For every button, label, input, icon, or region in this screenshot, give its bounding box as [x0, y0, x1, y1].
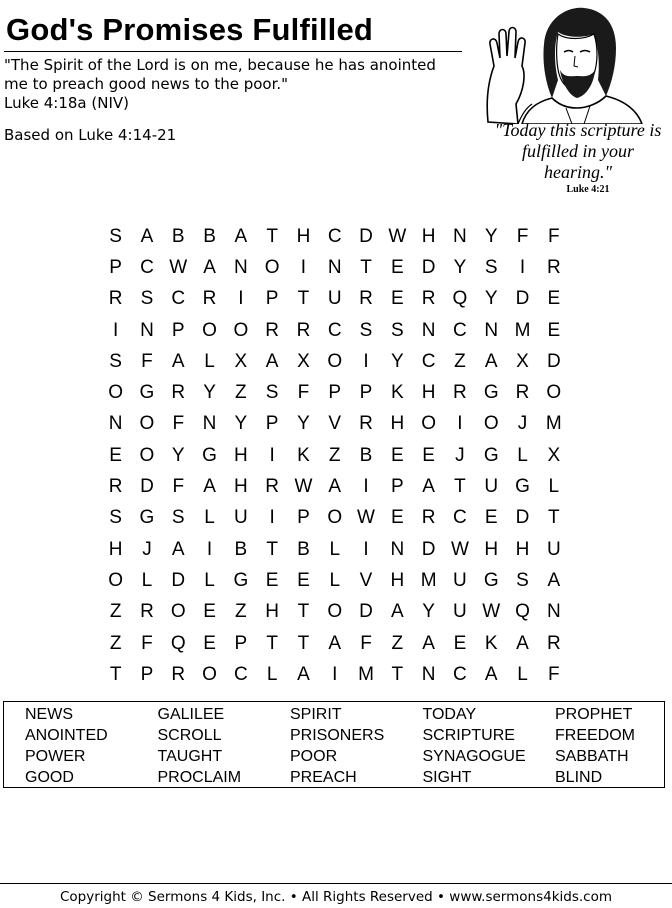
grid-letter[interactable]: D: [546, 350, 561, 372]
grid-letter[interactable]: R: [296, 319, 311, 341]
grid-letter[interactable]: E: [547, 319, 561, 341]
grid-letter[interactable]: O: [139, 444, 155, 466]
grid-letter[interactable]: A: [484, 663, 498, 685]
grid-letter[interactable]: S: [265, 382, 279, 404]
grid-letter[interactable]: Y: [171, 444, 185, 466]
title-divider: [4, 51, 462, 52]
grid-letter[interactable]: O: [139, 413, 155, 435]
grid-letter[interactable]: P: [140, 663, 154, 685]
grid-letter[interactable]: C: [421, 350, 436, 372]
grid-letter[interactable]: I: [363, 538, 369, 560]
grid-letter[interactable]: T: [109, 663, 122, 685]
grid-letter[interactable]: O: [233, 319, 249, 341]
grid-letter[interactable]: B: [203, 225, 216, 247]
grid-letter[interactable]: L: [266, 663, 278, 685]
grid-letter[interactable]: Y: [297, 413, 310, 435]
grid-letter[interactable]: D: [515, 288, 530, 310]
grid-letter[interactable]: E: [390, 256, 404, 278]
grid-letter[interactable]: R: [171, 382, 186, 404]
grid-letter[interactable]: B: [297, 538, 310, 560]
grid-letter[interactable]: P: [328, 382, 342, 404]
grid-letter[interactable]: H: [390, 413, 405, 435]
grid-letter[interactable]: O: [170, 601, 186, 623]
grid-letter[interactable]: A: [328, 632, 342, 654]
grid-letter[interactable]: D: [171, 569, 186, 591]
grid-letter[interactable]: O: [202, 663, 217, 685]
grid-letter[interactable]: V: [359, 569, 373, 591]
grid-letter[interactable]: E: [547, 288, 561, 310]
grid-letter[interactable]: C: [327, 319, 342, 341]
grid-letter[interactable]: Q: [452, 288, 468, 310]
grid-letter[interactable]: R: [202, 288, 217, 310]
grid-letter[interactable]: N: [484, 319, 499, 341]
grid-letter[interactable]: C: [327, 225, 342, 247]
grid-letter[interactable]: S: [516, 569, 529, 591]
word-list-item: FREEDOM: [555, 727, 635, 744]
grid-letter[interactable]: Z: [109, 632, 122, 654]
grid-letter[interactable]: Z: [391, 632, 404, 654]
grid-letter[interactable]: C: [233, 663, 248, 685]
grid-letter[interactable]: B: [171, 225, 185, 247]
grid-letter[interactable]: G: [233, 569, 249, 591]
grid-letter[interactable]: W: [169, 256, 188, 278]
word-list-item: PRISONERS: [290, 727, 385, 744]
grid-letter[interactable]: T: [266, 225, 278, 247]
grid-letter[interactable]: R: [108, 476, 123, 498]
grid-letter[interactable]: P: [265, 288, 279, 310]
grid-letter[interactable]: M: [514, 319, 531, 341]
grid-letter[interactable]: H: [390, 569, 405, 591]
grid-letter[interactable]: H: [265, 601, 279, 623]
grid-letter[interactable]: K: [297, 444, 310, 466]
grid-letter[interactable]: N: [140, 319, 154, 341]
grid-letter[interactable]: E: [297, 569, 310, 591]
grid-letter[interactable]: F: [516, 225, 529, 247]
grid-letter[interactable]: Z: [454, 350, 466, 372]
grid-letter[interactable]: I: [363, 476, 369, 498]
verse-text: "The Spirit of the Lord is on me, because he has anointed me to preach good news to the poor.": [4, 56, 436, 93]
grid-letter[interactable]: T: [297, 632, 310, 654]
grid-letter[interactable]: L: [141, 569, 153, 591]
grid-letter[interactable]: Y: [484, 225, 498, 247]
grid-letter[interactable]: R: [140, 601, 154, 623]
page-title: God's Promises Fulfilled: [6, 12, 374, 47]
grid-letter[interactable]: P: [171, 319, 185, 341]
grid-letter[interactable]: A: [171, 538, 185, 560]
word-list-item: GOOD: [25, 769, 74, 786]
grid-letter[interactable]: A: [297, 663, 310, 685]
grid-letter[interactable]: R: [359, 413, 373, 435]
grid-letter[interactable]: L: [204, 350, 215, 372]
grid-letter[interactable]: P: [265, 413, 279, 435]
grid-letter[interactable]: H: [421, 382, 436, 404]
grid-letter[interactable]: A: [171, 350, 185, 372]
grid-letter[interactable]: R: [108, 288, 123, 310]
grid-letter[interactable]: Z: [109, 601, 122, 623]
grid-letter[interactable]: Y: [390, 350, 404, 372]
grid-letter[interactable]: H: [296, 225, 311, 247]
grid-letter[interactable]: L: [517, 444, 528, 466]
grid-letter[interactable]: R: [265, 476, 279, 498]
grid-letter[interactable]: R: [421, 507, 436, 529]
grid-letter[interactable]: G: [515, 476, 530, 498]
grid-letter[interactable]: X: [234, 350, 248, 372]
grid-letter[interactable]: S: [109, 507, 122, 529]
grid-letter[interactable]: T: [454, 476, 466, 498]
grid-letter[interactable]: L: [548, 476, 560, 498]
grid-letter[interactable]: C: [171, 288, 186, 310]
word-list-item: PREACH: [290, 769, 357, 786]
grid-letter[interactable]: M: [545, 413, 562, 435]
grid-letter[interactable]: S: [109, 350, 122, 372]
grid-letter[interactable]: D: [359, 601, 373, 623]
grid-letter[interactable]: N: [421, 663, 436, 685]
grid-letter[interactable]: L: [204, 507, 215, 529]
grid-letter[interactable]: T: [391, 663, 404, 685]
grid-letter[interactable]: N: [202, 413, 217, 435]
grid-letter[interactable]: N: [233, 256, 248, 278]
grid-letter[interactable]: G: [202, 444, 217, 466]
grid-letter[interactable]: H: [484, 538, 499, 560]
grid-letter[interactable]: G: [139, 507, 155, 529]
grid-letter[interactable]: P: [359, 382, 373, 404]
grid-letter[interactable]: T: [360, 256, 372, 278]
illustration-quote: "Today this scripture is fulfilled in your hearing.": [494, 120, 662, 182]
grid-letter[interactable]: R: [546, 632, 561, 654]
grid-letter[interactable]: E: [265, 569, 279, 591]
grid-letter[interactable]: D: [359, 225, 373, 247]
grid-letter[interactable]: N: [327, 256, 342, 278]
grid-letter[interactable]: X: [297, 350, 310, 372]
grid-letter[interactable]: K: [390, 382, 404, 404]
grid-letter[interactable]: U: [453, 569, 467, 591]
word-list-box: [3, 701, 665, 788]
grid-letter[interactable]: I: [457, 413, 463, 435]
grid-letter[interactable]: J: [517, 413, 528, 435]
grid-letter[interactable]: Q: [170, 632, 186, 654]
copyright-footer: Copyright © Sermons 4 Kids, Inc. • All Rights Reserved • www.sermons4kids.com: [60, 889, 612, 905]
grid-letter[interactable]: A: [547, 569, 561, 591]
grid-letter[interactable]: S: [484, 256, 498, 278]
grid-letter[interactable]: T: [266, 632, 278, 654]
grid-letter[interactable]: Y: [203, 382, 216, 404]
grid-letter[interactable]: O: [327, 601, 343, 623]
grid-letter[interactable]: S: [359, 319, 373, 341]
grid-letter[interactable]: O: [546, 382, 562, 404]
grid-letter[interactable]: Y: [422, 601, 435, 623]
grid-letter[interactable]: O: [202, 319, 217, 341]
grid-letter[interactable]: C: [453, 319, 467, 341]
grid-letter[interactable]: O: [483, 413, 499, 435]
grid-letter[interactable]: Q: [515, 601, 530, 623]
grid-letter[interactable]: R: [421, 288, 436, 310]
grid-letter[interactable]: H: [233, 476, 248, 498]
grid-letter[interactable]: Z: [235, 601, 247, 623]
grid-letter[interactable]: Z: [328, 444, 341, 466]
word-list-item: SYNAGOGUE: [422, 748, 526, 765]
grid-letter[interactable]: K: [484, 632, 498, 654]
grid-letter[interactable]: J: [142, 538, 152, 560]
grid-letter[interactable]: E: [203, 601, 216, 623]
jesus-figure-icon: [466, 4, 672, 124]
grid-letter[interactable]: I: [269, 507, 275, 529]
grid-letter[interactable]: F: [172, 413, 185, 435]
grid-letter[interactable]: W: [450, 538, 469, 560]
grid-letter[interactable]: I: [363, 350, 369, 372]
grid-letter[interactable]: I: [238, 288, 244, 310]
grid-letter[interactable]: H: [108, 538, 123, 560]
grid-letter[interactable]: F: [360, 632, 372, 654]
word-list-item: PROCLAIM: [157, 769, 242, 786]
grid-letter[interactable]: W: [294, 476, 313, 498]
grid-letter[interactable]: C: [453, 507, 467, 529]
grid-letter[interactable]: A: [234, 225, 248, 247]
word-list-item: SIGHT: [422, 769, 472, 786]
grid-letter[interactable]: A: [516, 632, 529, 654]
grid-letter[interactable]: Y: [484, 288, 498, 310]
grid-letter[interactable]: S: [390, 319, 404, 341]
grid-letter[interactable]: G: [483, 444, 499, 466]
grid-letter[interactable]: X: [547, 444, 561, 466]
grid-letter[interactable]: L: [204, 569, 215, 591]
grid-letter[interactable]: M: [420, 569, 437, 591]
grid-letter[interactable]: W: [482, 601, 501, 623]
grid-letter[interactable]: T: [548, 507, 560, 529]
word-list-item: POOR: [290, 748, 338, 765]
grid-letter[interactable]: A: [203, 476, 216, 498]
grid-letter[interactable]: R: [359, 288, 373, 310]
grid-letter[interactable]: Y: [234, 413, 248, 435]
grid-letter[interactable]: U: [233, 507, 248, 529]
grid-letter[interactable]: U: [546, 538, 561, 560]
grid-letter[interactable]: T: [266, 538, 278, 560]
grid-letter[interactable]: D: [421, 256, 436, 278]
word-list-item: TAUGHT: [157, 748, 223, 765]
verse-reference: Luke 4:18a (NIV): [4, 94, 130, 112]
grid-letter[interactable]: N: [546, 601, 561, 623]
grid-letter[interactable]: I: [269, 444, 275, 466]
word-list-item: TODAY: [422, 706, 477, 723]
grid-letter[interactable]: P: [109, 256, 122, 278]
grid-letter[interactable]: R: [515, 382, 530, 404]
grid-letter[interactable]: G: [483, 382, 499, 404]
word-list-item: BLIND: [555, 769, 603, 786]
grid-letter[interactable]: O: [421, 413, 436, 435]
grid-letter[interactable]: A: [203, 256, 216, 278]
scripture-verse: [4, 56, 444, 113]
word-list: [25, 706, 672, 790]
grid-letter[interactable]: A: [484, 350, 498, 372]
grid-letter[interactable]: O: [327, 507, 343, 529]
word-list-item: NEWS: [25, 706, 73, 723]
grid-letter[interactable]: E: [390, 288, 404, 310]
grid-letter[interactable]: O: [108, 569, 124, 591]
grid-letter[interactable]: J: [455, 444, 465, 466]
grid-letter[interactable]: S: [109, 225, 122, 247]
grid-letter[interactable]: L: [329, 538, 341, 560]
grid-letter[interactable]: I: [300, 256, 307, 278]
grid-letter[interactable]: E: [422, 444, 435, 466]
grid-letter[interactable]: T: [297, 601, 310, 623]
grid-letter[interactable]: V: [328, 413, 342, 435]
grid-letter[interactable]: R: [453, 382, 467, 404]
word-search-grid[interactable]: [100, 221, 569, 690]
grid-letter[interactable]: P: [234, 632, 248, 654]
grid-letter[interactable]: S: [140, 288, 154, 310]
grid-letter[interactable]: N: [421, 319, 436, 341]
word-list-item: SCRIPTURE: [422, 727, 515, 744]
grid-letter[interactable]: N: [453, 225, 467, 247]
grid-letter[interactable]: H: [233, 444, 248, 466]
grid-letter[interactable]: H: [421, 225, 436, 247]
grid-letter[interactable]: N: [390, 538, 405, 560]
grid-letter[interactable]: I: [332, 663, 338, 685]
based-on-text: Based on Luke 4:14-21: [4, 126, 177, 144]
word-list-item: ANOINTED: [25, 727, 108, 744]
grid-letter[interactable]: M: [358, 663, 374, 685]
grid-letter[interactable]: U: [484, 476, 499, 498]
footer-divider: [0, 883, 672, 884]
illustration-reference: Luke 4:21: [566, 184, 610, 195]
word-list-item: SABBATH: [555, 748, 629, 765]
grid-letter[interactable]: A: [422, 632, 435, 654]
word-list-item: POWER: [25, 748, 86, 765]
grid-letter[interactable]: R: [265, 319, 279, 341]
grid-letter[interactable]: I: [519, 256, 526, 278]
grid-letter[interactable]: P: [390, 476, 404, 498]
grid-letter[interactable]: R: [171, 663, 186, 685]
grid-letter[interactable]: F: [141, 632, 153, 654]
grid-letter[interactable]: D: [515, 507, 530, 529]
grid-letter[interactable]: A: [422, 476, 435, 498]
grid-letter[interactable]: F: [297, 382, 310, 404]
grid-letter[interactable]: H: [515, 538, 530, 560]
grid-letter[interactable]: U: [327, 288, 342, 310]
grid-letter[interactable]: I: [113, 319, 119, 341]
grid-letter[interactable]: Y: [453, 256, 467, 278]
word-list-item: PROPHET: [555, 706, 633, 723]
grid-letter[interactable]: E: [390, 444, 404, 466]
grid-letter[interactable]: L: [329, 569, 341, 591]
grid-letter[interactable]: B: [234, 538, 248, 560]
grid-letter[interactable]: R: [546, 256, 561, 278]
grid-letter[interactable]: A: [328, 476, 342, 498]
grid-letter[interactable]: F: [141, 350, 153, 372]
grid-letter[interactable]: O: [108, 382, 124, 404]
grid-letter[interactable]: A: [390, 601, 404, 623]
grid-letter[interactable]: O: [264, 256, 280, 278]
grid-letter[interactable]: P: [297, 507, 310, 529]
grid-letter[interactable]: E: [484, 507, 498, 529]
grid-letter[interactable]: F: [172, 476, 185, 498]
grid-letter[interactable]: C: [140, 256, 154, 278]
grid-letter[interactable]: T: [297, 288, 310, 310]
grid-letter[interactable]: D: [140, 476, 154, 498]
grid-letter[interactable]: G: [139, 382, 155, 404]
grid-letter[interactable]: A: [140, 225, 154, 247]
grid-letter[interactable]: E: [453, 632, 467, 654]
grid-letter[interactable]: W: [388, 225, 407, 247]
grid-letter[interactable]: Z: [235, 382, 247, 404]
grid-letter[interactable]: X: [516, 350, 529, 372]
word-list-item: SCROLL: [157, 727, 222, 744]
grid-letter[interactable]: O: [327, 350, 343, 372]
grid-letter[interactable]: L: [517, 663, 528, 685]
grid-letter[interactable]: D: [421, 538, 436, 560]
grid-letter[interactable]: W: [357, 507, 375, 529]
grid-letter[interactable]: E: [109, 444, 122, 466]
grid-letter[interactable]: U: [453, 601, 467, 623]
grid-letter[interactable]: E: [203, 632, 216, 654]
grid-letter[interactable]: F: [548, 663, 560, 685]
grid-letter[interactable]: A: [265, 350, 279, 372]
grid-letter[interactable]: I: [206, 538, 213, 560]
grid-letter[interactable]: C: [453, 663, 467, 685]
grid-letter[interactable]: N: [108, 413, 123, 435]
grid-letter[interactable]: E: [390, 507, 404, 529]
grid-letter[interactable]: F: [548, 225, 560, 247]
grid-letter[interactable]: B: [359, 444, 373, 466]
grid-letter[interactable]: G: [483, 569, 499, 591]
word-list-item: GALILEE: [157, 706, 225, 723]
jesus-illustration: [466, 4, 672, 204]
grid-letter[interactable]: S: [171, 507, 185, 529]
word-list-item: SPIRIT: [290, 706, 342, 723]
